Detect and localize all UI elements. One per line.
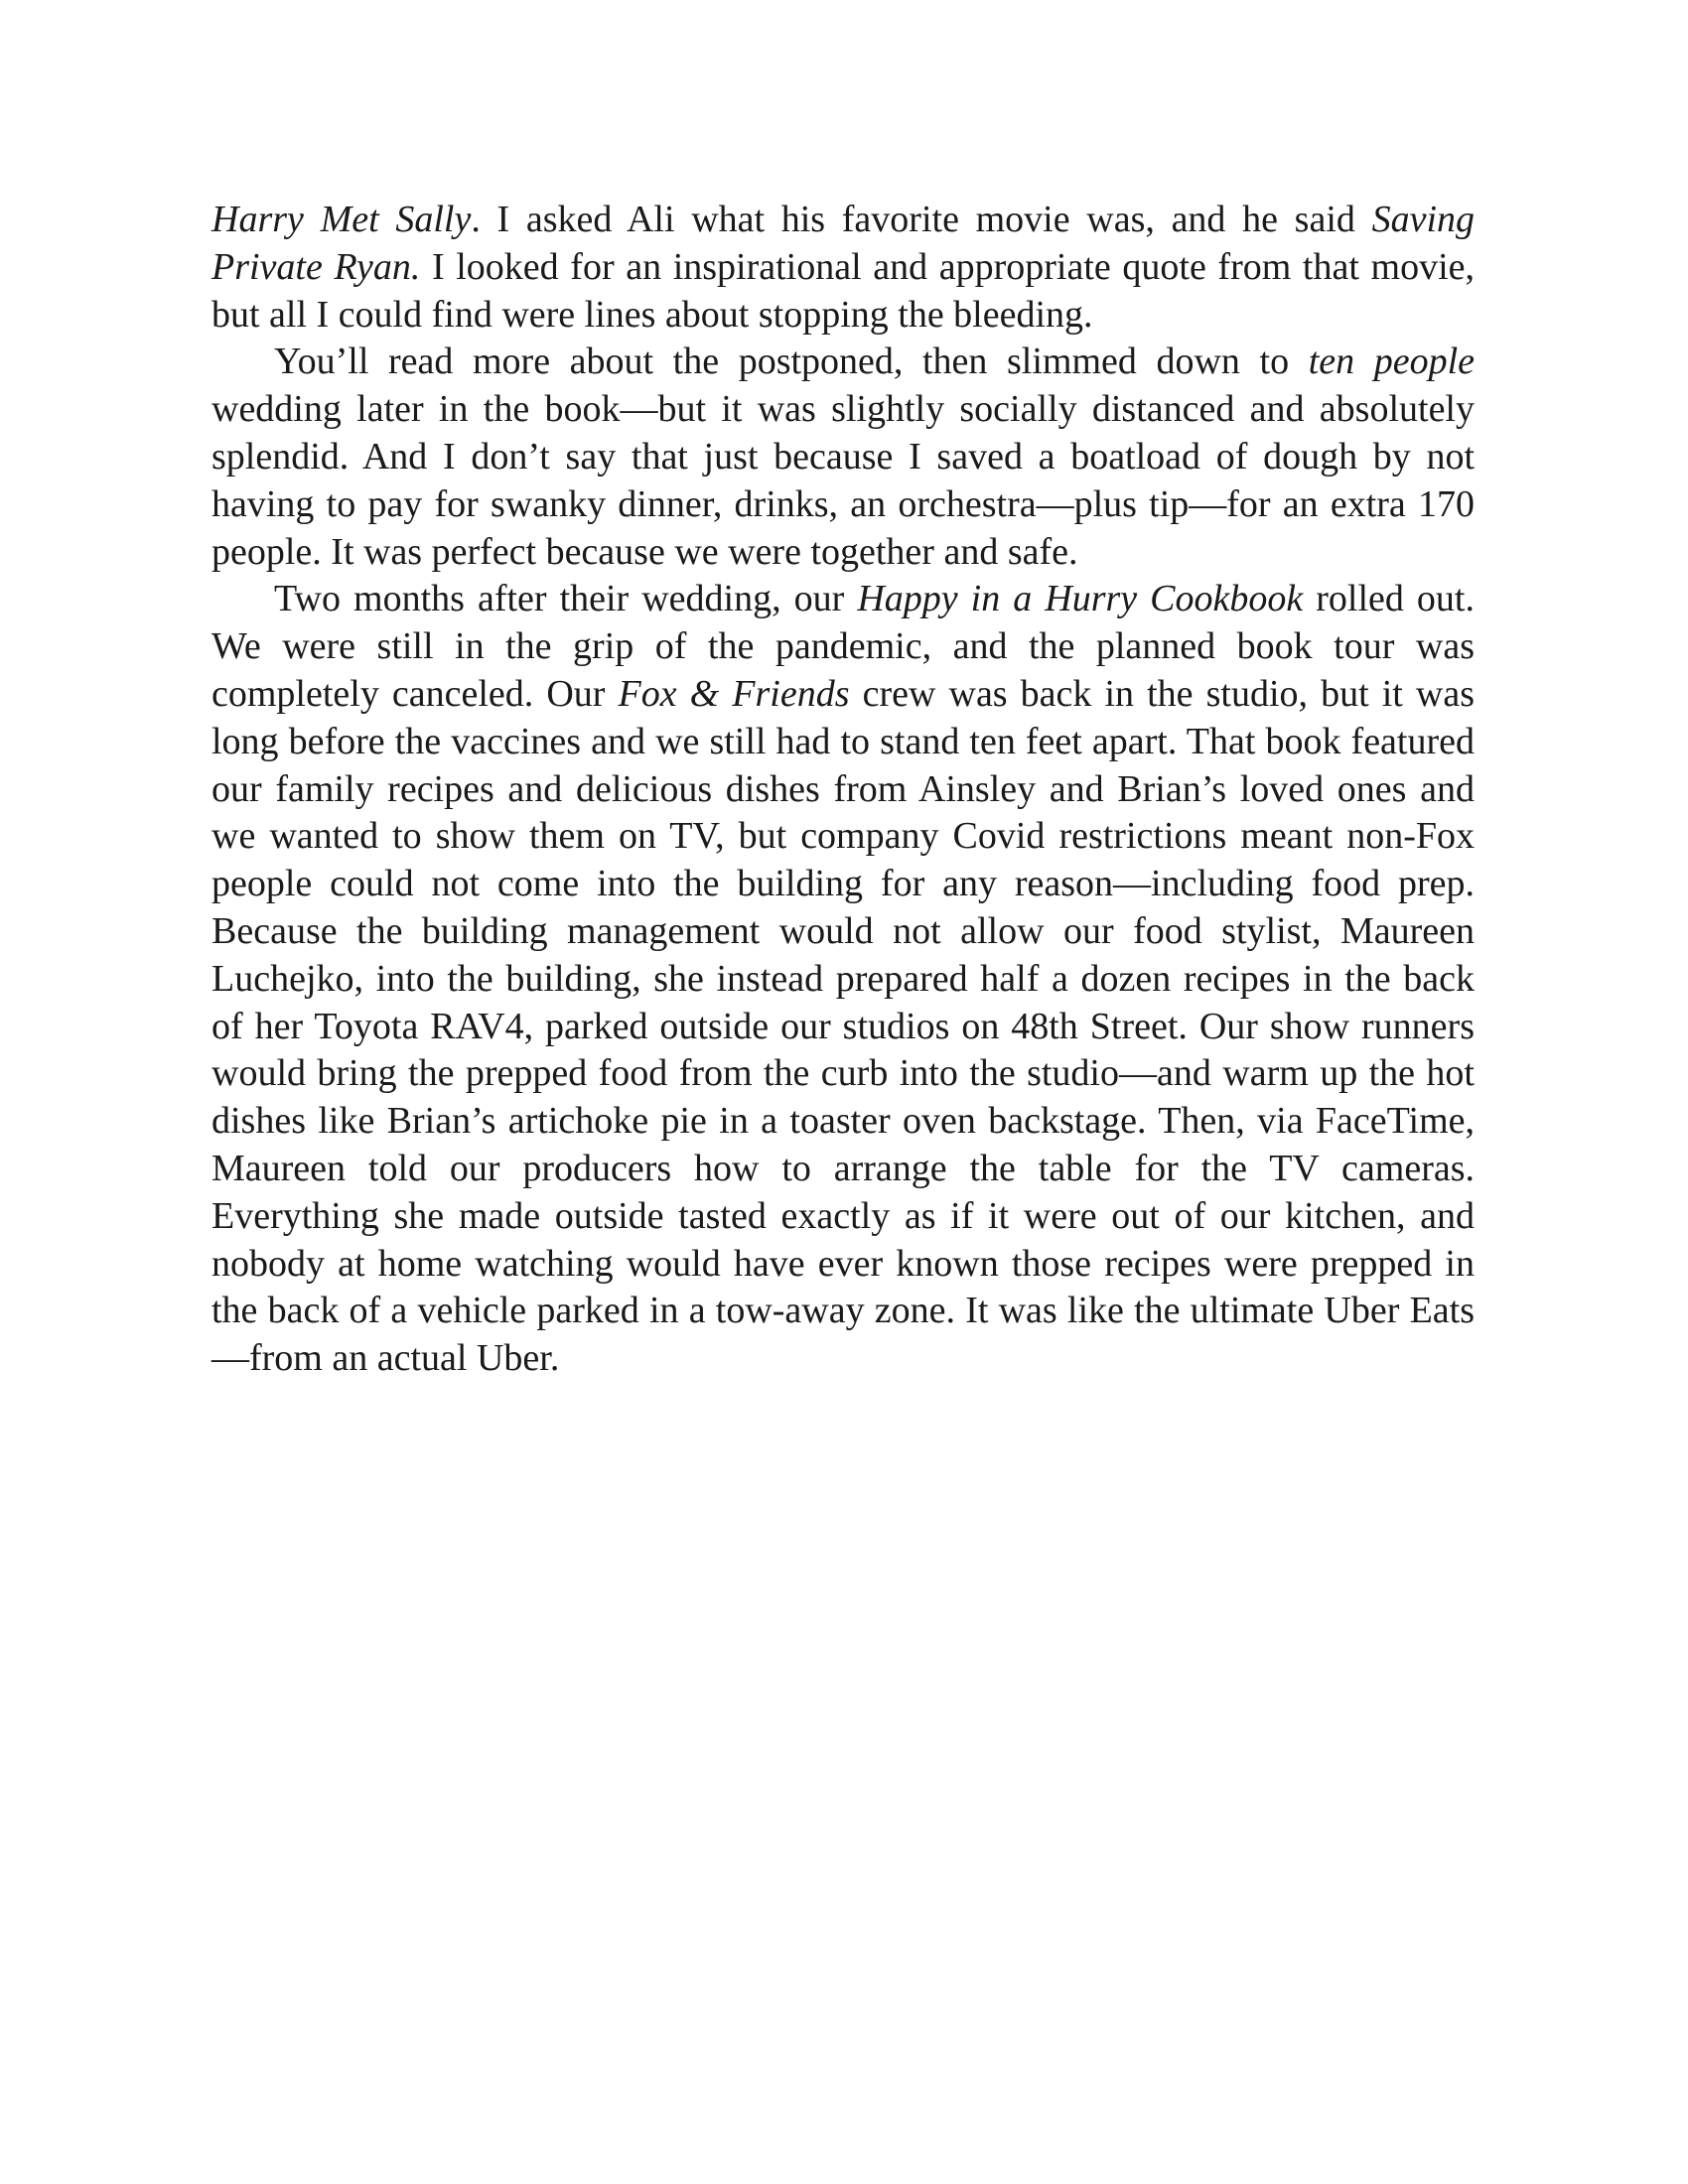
paragraph-1 [211, 197, 1475, 339]
text-run: You’ll read more about the postponed, then slimmed down to [274, 341, 1309, 383]
movie-title-saving-private-ryan: Saving Private Ryan. [211, 199, 1476, 288]
paragraph-2 [211, 339, 1475, 576]
text-run: crew was back in the studio, but it was long before the vaccines and we still had to stand ten feet apart. That book featured our family recipes and delicious dishes from Ainsley and Brian’s loved ones and we wanted to show them on TV, but company Covid restrictions meant non-Fox people could not come into the building for any reason—including food prep. Because the building management would not allow our food stylist, Maureen Luchejko, into the building, she instead prepared half a dozen recipes in the back of her Toyota RAV4, parked outside our studios on 48th Street. Our show runners would bring the prepped food from the curb into the studio—and warm up the hot dishes like Brian’s artichoke pie in a toaster oven backstage. Then, via FaceTime, Maureen told our producers how to arrange the table for the TV cameras. Everything she made outside tasted exactly as if it were out of our kitchen, and nobody at home watching would have ever known those recipes were prepped in the back of a vehicle parked in a tow-away zone. It was like the ultimate Uber Eats—from an actual Uber. [211, 672, 1475, 1380]
text-run: I looked for an inspirational and appropriate quote from that movie, but all I could find were lines about stopping the bleeding. [211, 245, 1475, 336]
text-run: Two months after their wedding, our [274, 578, 858, 620]
movie-title-harry-met-sally: Harry Met Sally [211, 199, 472, 240]
emphasis-ten-people: ten people [1308, 341, 1475, 383]
body-text [211, 197, 1475, 1383]
text-run: rolled out. We were still in the grip of the pandemic, and the planned book tour was completely canceled. Our [211, 578, 1475, 715]
book-title-happy-in-a-hurry: Happy in a Hurry Cookbook [857, 578, 1304, 620]
show-title-fox-and-friends: Fox & Friends [618, 672, 850, 715]
text-run: . I asked Ali what his favorite movie was, and he said [471, 199, 1372, 240]
paragraph-3 [211, 576, 1475, 1383]
text-run: wedding later in the book—but it was slightly socially distanced and absolutely splendid. And I don’t say that just because I saved a boatload of dough by not having to pay for swanky dinner, drinks, an orchestra—plus tip—for an extra 170 people. It was perfect because we were together and safe. [211, 388, 1475, 573]
